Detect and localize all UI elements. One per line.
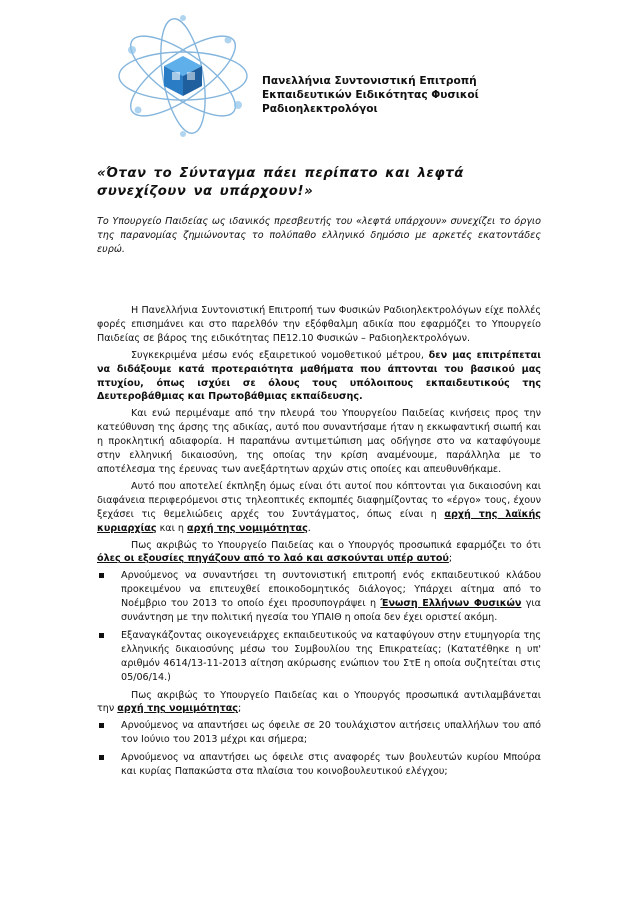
square-bullet-icon bbox=[99, 573, 104, 578]
b1-text: Αρνούμενος να συναντήσει τη συντονιστική επιτροπή ενός εκπαιδευτικού κλάδου προκειμένου να επιτευχθεί εποικοδομητικός διάλογος; Υπάρχει αίτημα από το Νοέμβριο του 2013 το οποίο έχει προσυπογράψει η bbox=[121, 570, 541, 610]
b1-end: για συνάντηση με την πολιτική ηγεσία του ΥΠΑΙΘ η οποία δεν έχει οριστεί ακόμη. bbox=[121, 598, 541, 624]
paragraph-5 bbox=[97, 539, 541, 567]
b3-text: Αρνούμενος να απαντήσει ως όφειλε σε 20 τουλάχιστον αιτήσεις υπαλλήλων του από τον Ιούνιο του 2013 μέχρι και σήμερα; bbox=[121, 720, 541, 746]
org-line-2: Εκπαιδευτικών Ειδικότητας Φυσικοί bbox=[262, 89, 479, 102]
document-body bbox=[97, 304, 541, 783]
document-title: «Όταν το Σύνταγμα πάει περίπατο και λεφτά συνεχίζουν να υπάρχουν!» bbox=[97, 166, 464, 199]
lead-paragraph: Το Υπουργείο Παιδείας ως ιδανικός πρεσβευτής του «λεφτά υπάρχουν» συνεχίζει το όργιο της παρανομίας ζημιώνοντας το πολύπαθο ελληνικό δημόσιο με αρκετές εκατοντάδες ευρώ. bbox=[97, 216, 541, 256]
p5-bold: όλες οι εξουσίες πηγάζουν από το λαό και ασκούνται υπέρ αυτού bbox=[97, 553, 449, 565]
p5-text: Πως ακριβώς το Υπουργείο Παιδείας και ο Υπουργός προσωπικά εφαρμόζει το ότι bbox=[131, 539, 541, 551]
p5-end: ; bbox=[448, 553, 453, 565]
paragraph-2 bbox=[97, 349, 541, 405]
paragraph-4 bbox=[97, 480, 541, 536]
p2-text: Συγκεκριμένα μέσω ενός εξαιρετικού νομοθετικού μέτρου, bbox=[131, 349, 429, 361]
list-item bbox=[97, 569, 541, 625]
paragraph-1: Η Πανελλήνια Συντονιστική Επιτροπή των Φυσικών Ραδιοηλεκτρολόγων είχε πολλές φορές επισημάνει και στο παρελθόν την εξόφθαλμη αδικία που εφαρμόζει το Υπουργείο Παιδείας σε βάρος της ειδικότητας ΠΕ12.10 Φυσικών – Ραδιοηλεκτρολόγων. bbox=[97, 305, 541, 344]
p4-bold-2: αρχή της νομιμότητας bbox=[187, 522, 308, 534]
bullet-list-1 bbox=[97, 569, 541, 684]
list-item bbox=[97, 751, 541, 779]
p4-mid: και η bbox=[156, 522, 188, 534]
square-bullet-icon bbox=[99, 633, 104, 638]
b1-bold: Ένωση Ελλήνων Φυσικών bbox=[380, 598, 522, 610]
square-bullet-icon bbox=[99, 755, 104, 760]
b4-text: Αρνούμενος να απαντήσει ως όφειλε στις αναφορές των βουλευτών κυρίου Μπούρα και κυρίας Παπακώστα στα πλαίσια του κοινοβουλευτικού ελέγχου; bbox=[121, 752, 541, 778]
square-bullet-icon bbox=[99, 723, 104, 728]
p6-end: ; bbox=[238, 703, 242, 715]
atom-logo-icon bbox=[108, 10, 258, 142]
paragraph-6 bbox=[97, 689, 541, 717]
list-item bbox=[97, 629, 541, 685]
p4-bold-1: αρχή της λαϊκής κυριαρχίας bbox=[97, 508, 541, 534]
organization-header bbox=[262, 74, 479, 117]
p2-bold: δεν μας επιτρέπεται να διδάξουμε κατά προτεραιότητα μαθήματα που άπτονται του βασικού μας πτυχίου, όπως ισχύει σε όλους τους υπόλοιπους εκπαιδευτικούς της Δευτεροβάθμιας και Πρωτοβάθμιας εκπαίδευσης. bbox=[97, 349, 541, 403]
p6-bold: αρχή της νομιμότητας bbox=[117, 703, 238, 715]
b2-text: Εξαναγκάζοντας οικογενειάρχες εκπαιδευτικούς να καταφύγουν στην ετυμηγορία της ελληνικής δικαιοσύνης μέσω του Συμβουλίου της Επικρατείας; (Κατατέθηκε η υπ' αριθμόν 4614/13-11-2013 αίτηση ακύρωσης ενώπιον του ΣτΕ η οποία συζητείται στις 05/06/14.) bbox=[121, 629, 541, 683]
p6-text: Πως ακριβώς το Υπουργείο Παιδείας και ο Υπουργός προσωπικά αντιλαμβάνεται την bbox=[97, 689, 541, 715]
p4-end: . bbox=[307, 522, 311, 534]
bullet-list-2 bbox=[97, 719, 541, 779]
org-line-1: Πανελλήνια Συντονιστική Επιτροπή bbox=[262, 75, 477, 87]
paragraph-3: Και ενώ περιμέναμε από την πλευρά του Υπουργείου Παιδείας κινήσεις προς την κατεύθυνση της άρσης της αδικίας, αυτό που συναντήσαμε ήταν η εκκωφαντική σιωπή και η προκλητική αδιαφορία. Η παραπάνω αντιμετώπιση μας οδήγησε στο να καταφύγουμε στην ελληνική δικαιοσύνη, της οποίας την κρίση αναμένουμε, παράλληλα με το αποτέλεσμα της έρευνας των ανεξάρτητων αρχών στις οποίες και απευθυνθήκαμε. bbox=[97, 408, 541, 475]
p4-text: Αυτό που αποτελεί έκπληξη όμως είναι ότι αυτοί που κόπτονται για δικαιοσύνη και διαφάνεια περιφερόμενοι στις τηλεοπτικές εκπομπές διαφημίζοντας το «έργο» τους, έχουν ξεχάσει τις θεμελιώδεις αρχές του Συντάγματος, όπως είναι η bbox=[97, 480, 541, 520]
list-item bbox=[97, 719, 541, 747]
org-line-3: Ραδιοηλεκτρολόγοι bbox=[262, 103, 378, 116]
